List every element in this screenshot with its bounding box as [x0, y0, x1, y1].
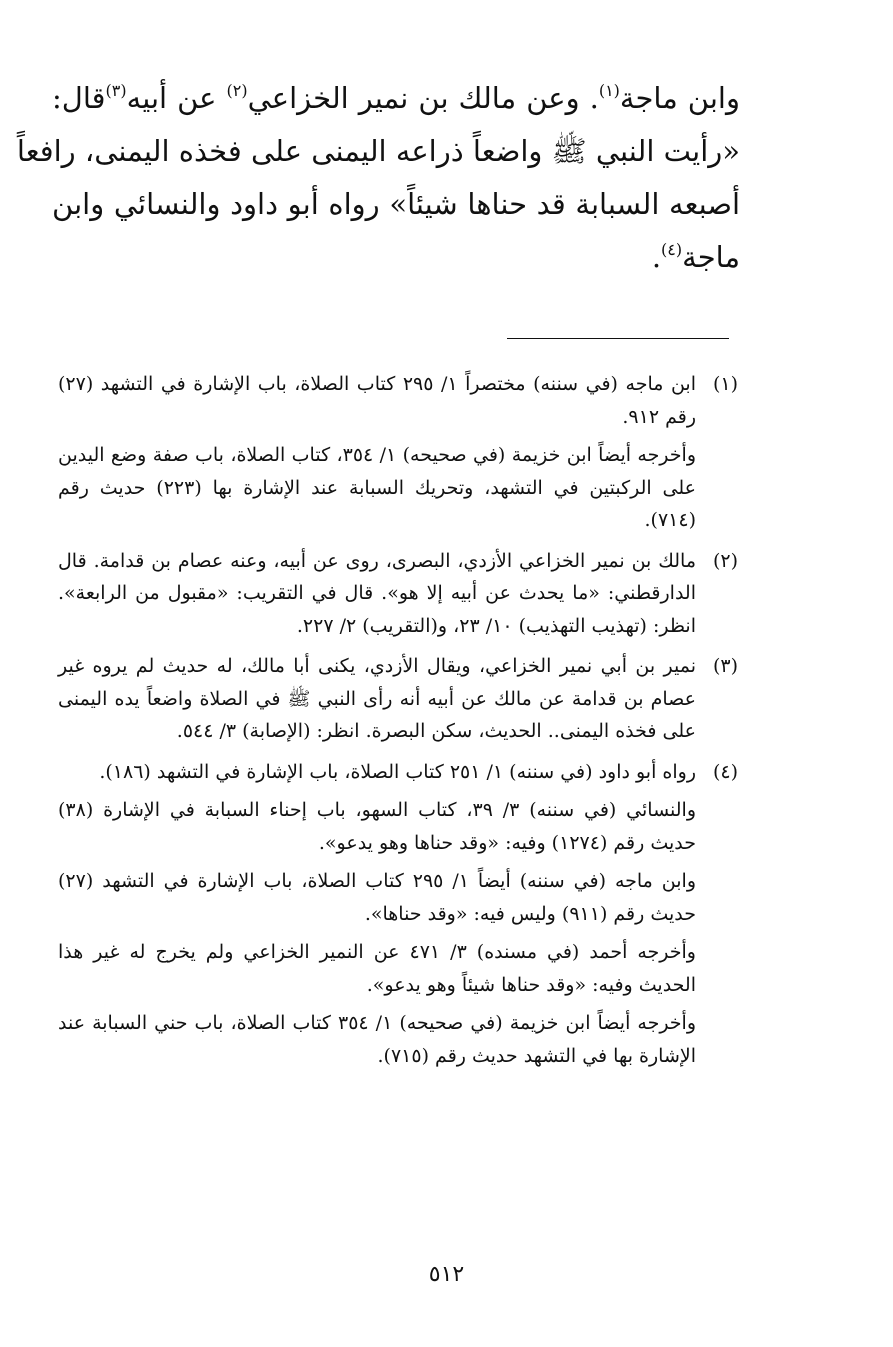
footnote-item [58, 368, 738, 543]
main-text-line [52, 178, 740, 231]
footnote-paragraph: وأخرجه أيضاً ابن خزيمة (في صحيحه) ١/ ٣٥٤ كتاب الصلاة، باب حني السبابة عند الإشارة بها في التشهد حديث رقم (٧١٥). [58, 1012, 696, 1067]
footnote-item [58, 650, 738, 754]
footnotes-section [58, 368, 738, 1080]
footnote-paragraph: وابن ماجه (في سننه) أيضاً ١/ ٢٩٥ كتاب الصلاة، باب الإشارة في التشهد (٢٧) حديث رقم (٩١١) وليس فيه: «وقد حناها». [58, 870, 697, 925]
footnote-paragraph: والنسائي (في سننه) ٣/ ٣٩، كتاب السهو، باب إحناء السبابة في الإشارة (٣٨) حديث رقم (١٢٧٤) وفيه: «وقد حناها وهو يدعو». [58, 799, 697, 854]
footnote-ref: (٤) [661, 240, 683, 259]
footnote-item [58, 545, 738, 649]
text-run: أصبعه السبابة قد حناها شيئاً» رواه أبو داود والنسائي وابن [52, 187, 740, 221]
text-run: «رأيت النبي ﷺ واضعاً ذراعه اليمنى على فخذه اليمنى، رافعاً [16, 134, 740, 168]
footnote-body [58, 368, 696, 543]
footnote-item [58, 756, 738, 1079]
footnote-paragraph: نمير بن أبي نمير الخزاعي، ويقال الأزدي، يكنى أبا مالك، له حديث لم يروه غير عصام بن قدامة عن مالك عن أبيه أنه رأى النبي ﷺ في الصلاة واضعاً يده اليمنى على فخذه اليمنى.. الحديث، سكن البصرة. انظر: (الإصابة) ٣/ ٥٤٤. [58, 655, 696, 742]
text-run: عن أبيه [126, 81, 227, 115]
footnote-ref: (٣) [105, 81, 127, 100]
footnote-number: (٤) [712, 760, 738, 783]
footnote-body [58, 756, 696, 1079]
text-run: ماجة [682, 240, 740, 274]
footnote-body [58, 650, 696, 754]
footnote-paragraph: وأخرجه أيضاً ابن خزيمة (في صحيحه) ١/ ٣٥٤، كتاب الصلاة، باب صفة وضع اليدين على الركبتين في التشهد، وتحريك السبابة عند الإشارة بها (٢٢٣) حديث رقم (٧١٤). [58, 444, 696, 531]
main-text-line [16, 125, 740, 178]
footnote-paragraph: وأخرجه أحمد (في مسنده) ٣/ ٤٧١ عن النمير الخزاعي ولم يخرج له غير هذا الحديث وفيه: «وقد حناها شيئاً وهو يدعو». [58, 941, 696, 996]
footnote-ref: (٢) [226, 81, 248, 100]
footnote-number: (١) [712, 373, 738, 395]
text-run: قال: [52, 81, 106, 115]
text-run: وابن ماجة [619, 81, 740, 115]
footnote-number: (٢) [712, 549, 738, 572]
footnote-paragraph: مالك بن نمير الخزاعي الأزدي، البصرى، روى عن أبيه، وعنه عصام بن قدامة. قال الدارقطني: «ما يحدث عن أبيه إلا هو». قال في التقريب: «مقبول من الرابعة». انظر: (تهذيب التهذيب) ١٠/ ٢٣، و(التقريب) ٢/ ٢٢٧. [58, 549, 696, 637]
footnote-number: (٣) [712, 655, 738, 677]
page-number: ٥١٢ [428, 1262, 465, 1287]
footnote-separator-rule [507, 338, 729, 339]
text-run: . وعن مالك بن نمير الخزاعي [247, 81, 599, 115]
main-text-line [52, 231, 740, 284]
footnote-ref: (١) [598, 81, 620, 100]
main-text-line [52, 72, 740, 125]
main-text-block [16, 72, 740, 284]
footnote-paragraph: ابن ماجه (في سننه) مختصراً ١/ ٢٩٥ كتاب الصلاة، باب الإشارة في التشهد (٢٧) رقم ٩١٢. [58, 373, 696, 428]
footnote-body [58, 545, 696, 649]
footnote-paragraph: رواه أبو داود (في سننه) ١/ ٢٥١ كتاب الصلاة، باب الإشارة في التشهد (١٨٦). [99, 760, 696, 783]
text-run: . [651, 240, 662, 274]
